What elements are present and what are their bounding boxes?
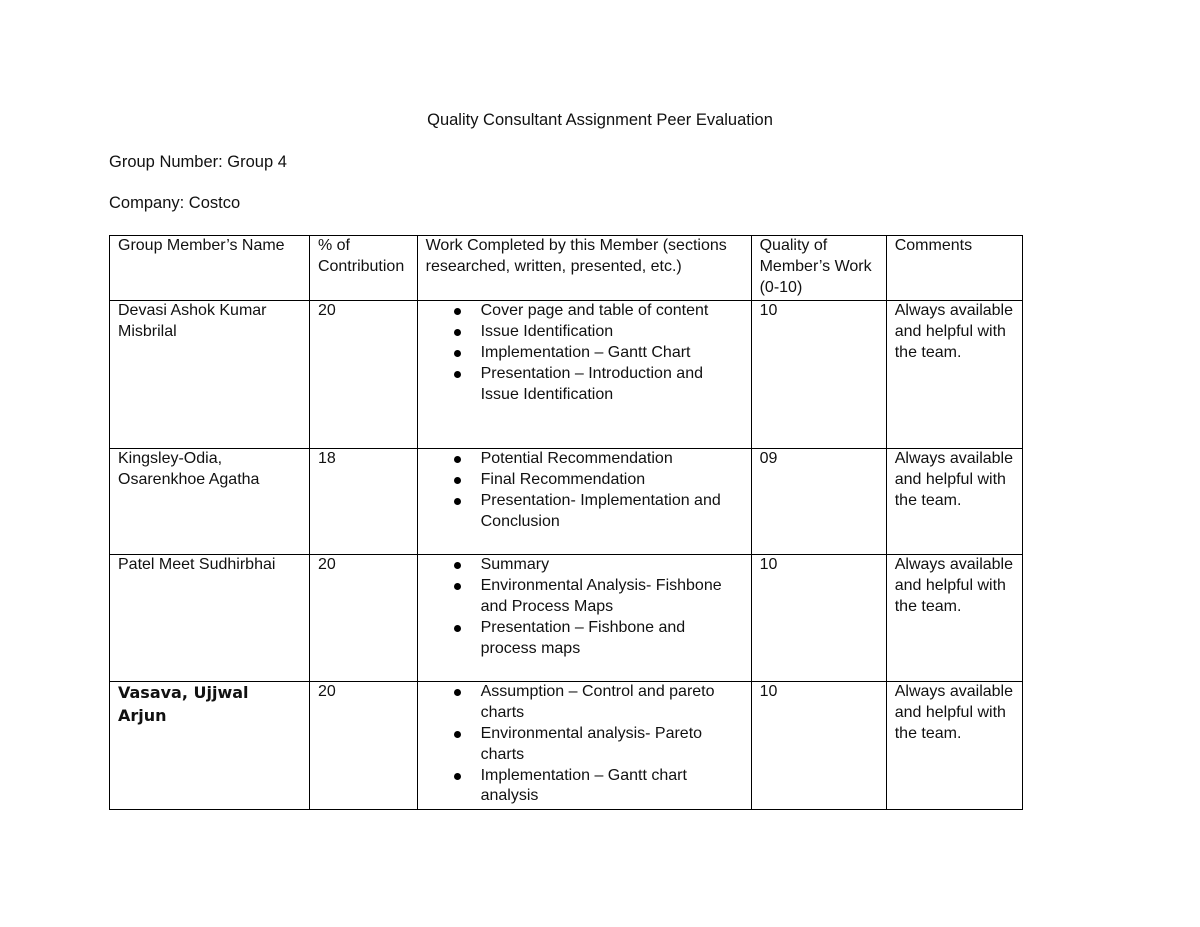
member-name-cell: Devasi Ashok Kumar Misbrilal [110,301,310,449]
work-list [426,682,743,807]
page-title: Quality Consultant Assignment Peer Evaluation [427,111,773,129]
contribution-cell: 20 [309,301,417,449]
contribution-cell: 20 [309,555,417,682]
group-number-line: Group Number: Group 4 [109,153,287,171]
contribution-cell: 18 [309,449,417,555]
comments-cell: Always available and helpful with the team. [886,682,1022,810]
work-list [426,301,743,405]
work-cell [417,682,751,810]
table-row [110,555,1023,682]
work-item: Potential Recommendation [481,449,743,470]
comments-cell: Always available and helpful with the team. [886,301,1022,449]
work-item: Environmental analysis- Pareto charts [481,724,743,766]
member-name-cell: Patel Meet Sudhirbhai [110,555,310,682]
work-item: Cover page and table of content [481,301,743,322]
header-contribution: % of Contribution [309,236,417,301]
header-quality: Quality of Member’s Work (0-10) [751,236,886,301]
quality-cell: 09 [751,449,886,555]
header-work-completed: Work Completed by this Member (sections researched, written, presented, etc.) [417,236,751,301]
table-row [110,682,1023,810]
member-name-bold: Vasava, Ujjwal Arjun [118,683,249,726]
work-cell [417,301,751,449]
work-list [426,449,743,532]
work-cell [417,449,751,555]
member-name-cell [110,682,310,810]
comments-cell: Always available and helpful with the team. [886,449,1022,555]
company-line: Company: Costco [109,194,241,212]
work-list [426,555,743,659]
work-item: Presentation – Fishbone and process maps [481,618,743,660]
quality-cell: 10 [751,555,886,682]
work-item: Implementation – Gantt chart analysis [481,766,743,808]
comments-cell: Always available and helpful with the team. [886,555,1022,682]
work-item: Environmental Analysis- Fishbone and Process Maps [481,576,743,618]
table-row [110,449,1023,555]
member-name-cell: Kingsley-Odia, Osarenkhoe Agatha [110,449,310,555]
work-cell [417,555,751,682]
work-item: Presentation – Introduction and Issue Identification [481,364,743,406]
work-item: Issue Identification [481,322,743,343]
quality-cell: 10 [751,301,886,449]
work-item: Summary [481,555,743,576]
quality-cell: 10 [751,682,886,810]
header-comments: Comments [886,236,1022,301]
peer-evaluation-table [109,235,1023,810]
work-item: Assumption – Control and pareto charts [481,682,743,724]
contribution-cell: 20 [309,682,417,810]
header-member-name: Group Member’s Name [110,236,310,301]
work-item: Final Recommendation [481,470,743,491]
table-row [110,301,1023,449]
table-header-row [110,236,1023,301]
work-item: Implementation – Gantt Chart [481,343,743,364]
work-item: Presentation- Implementation and Conclusion [481,491,743,533]
